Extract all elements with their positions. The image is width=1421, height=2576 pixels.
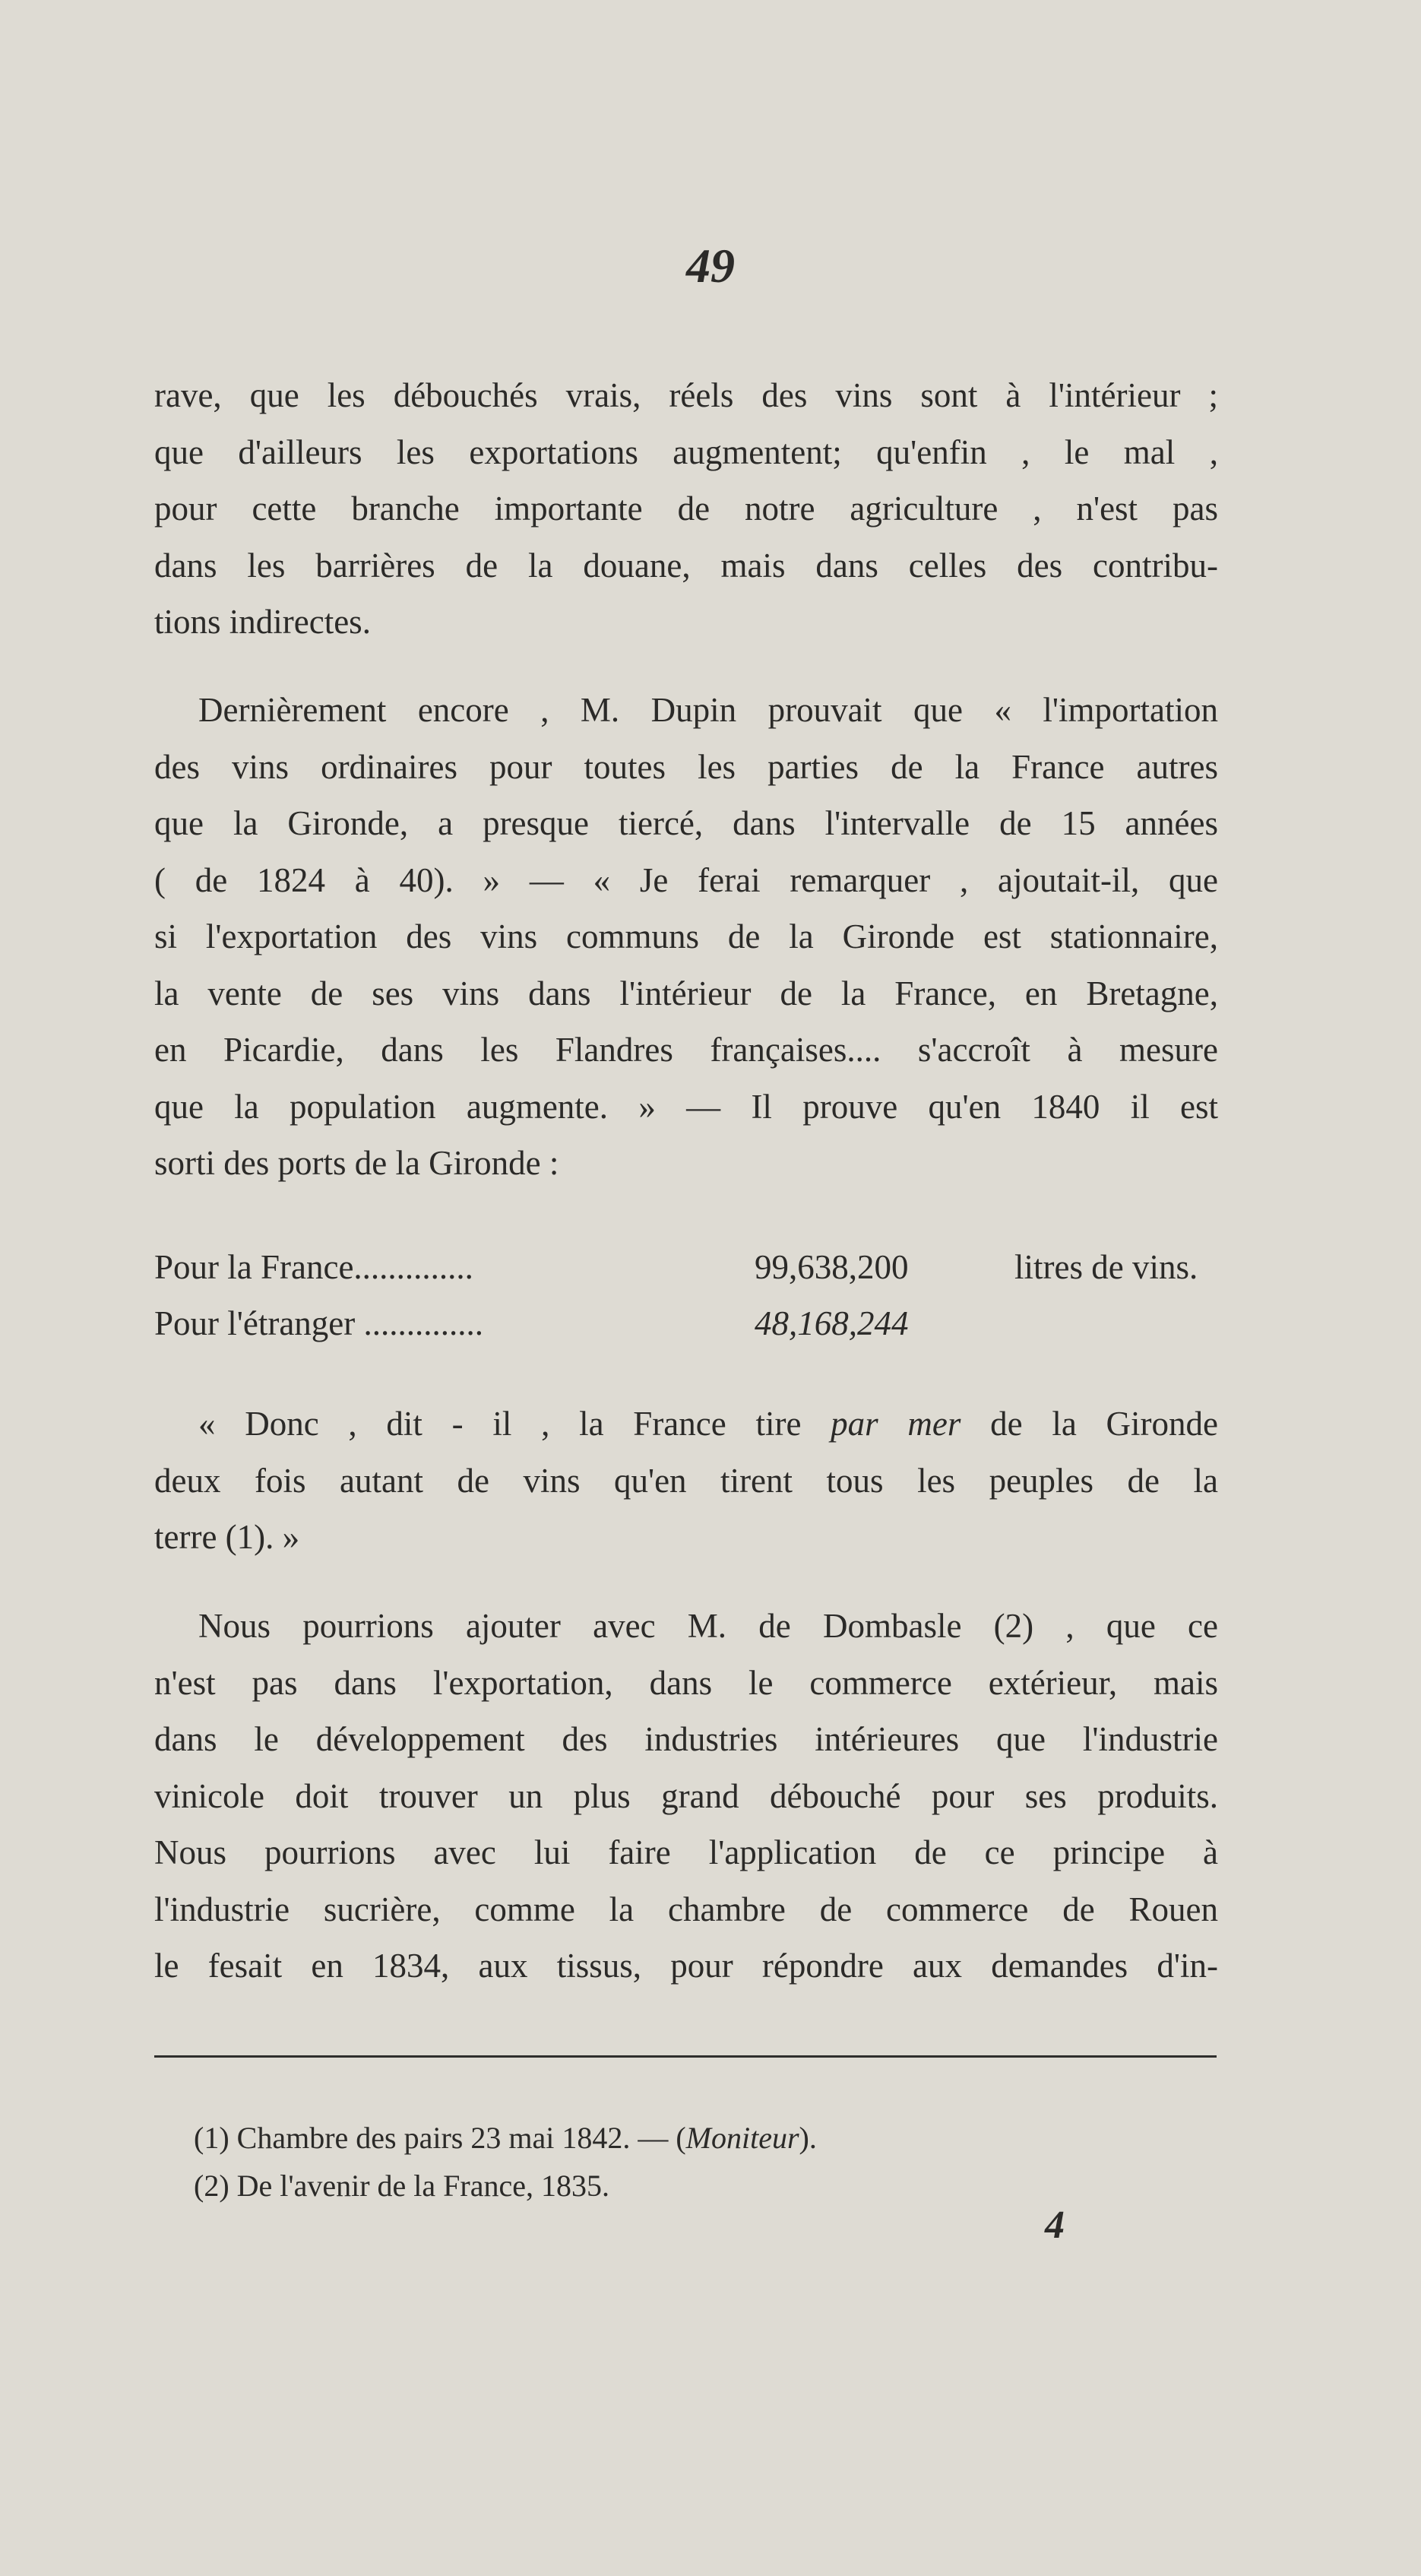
statistic-value: 48,168,244 <box>755 1304 909 1342</box>
statistic-row-france <box>154 1239 1218 1295</box>
paragraph-line: terre (1). » <box>154 1518 300 1556</box>
paragraph-2 <box>154 682 1218 1192</box>
footnote-text: ). <box>799 2121 817 2155</box>
footnote-2: (2) De l'avenir de la France, 1835. <box>194 2169 609 2203</box>
paragraph-4 <box>154 1598 1218 1995</box>
statistic-row-foreign <box>154 1295 1218 1351</box>
paragraph-line: pour cette branche importante de notre agriculture , n'est pas <box>154 490 1218 528</box>
paragraph-3 <box>154 1396 1218 1566</box>
paragraph-line: le fesait en 1834, aux tissus, pour répondre aux demandes d'in- <box>154 1947 1218 1985</box>
paragraph-line: deux fois autant de vins qu'en tirent tous les peuples de la <box>154 1461 1218 1500</box>
paragraph-line: que d'ailleurs les exportations augmentent; qu'enfin , le mal , <box>154 433 1218 471</box>
paragraph-line: dans les barrières de la douane, mais dans celles des contribu- <box>154 546 1218 585</box>
paragraph-line: Nous pourrions avec lui faire l'application de ce principe à <box>154 1833 1218 1871</box>
paragraph-line: Nous pourrions ajouter avec M. de Dombasle (2) , que ce <box>198 1607 1218 1645</box>
paragraph-line: dans le développement des industries intérieures que l'industrie <box>154 1720 1218 1758</box>
paragraph-line: ( de 1824 à 40). » — « Je ferai remarquer , ajoutait-il, que <box>154 860 1218 899</box>
paragraph-line: rave, que les débouchés vrais, réels des vins sont à l'intérieur ; <box>154 376 1218 414</box>
paragraph-line <box>154 1396 1218 1453</box>
quote-text: « Donc , dit - il , la France tire <box>198 1405 831 1443</box>
emphasis-text: par mer <box>831 1405 961 1443</box>
paragraph-line: la vente de ses vins dans l'intérieur de la France, en Bretagne, <box>154 974 1218 1012</box>
paragraph-line: vinicole doit trouver un plus grand débouché pour ses produits. <box>154 1776 1218 1815</box>
paragraph-line: que la population augmente. » — Il prouve qu'en 1840 il est <box>154 1087 1218 1126</box>
footnote-1 <box>194 2117 817 2159</box>
paragraph-line: si l'exportation des vins communs de la Gironde est stationnaire, <box>154 917 1218 955</box>
paragraph-line: en Picardie, dans les Flandres françaises.... s'accroît à mesure <box>154 1031 1218 1069</box>
paragraph-line: tions indirectes. <box>154 603 371 641</box>
paragraph-line: sorti des ports de la Gironde : <box>154 1144 559 1182</box>
paragraph-line: n'est pas dans l'exportation, dans le commerce extérieur, mais <box>154 1663 1218 1702</box>
paragraph-line: Dernièrement encore , M. Dupin prouvait que « l'importation <box>198 691 1218 729</box>
statistic-label: Pour la France.............. <box>154 1248 473 1286</box>
quote-text: de la Gironde <box>961 1405 1218 1443</box>
paragraph-1 <box>154 367 1218 651</box>
footnote-emphasis: Moniteur <box>685 2121 799 2155</box>
page-number: 49 <box>686 239 735 293</box>
statistic-label: Pour l'étranger .............. <box>154 1304 484 1342</box>
statistic-value: 99,638,200 <box>755 1248 909 1286</box>
footnote-text: (1) Chambre des pairs 23 mai 1842. — ( <box>194 2121 686 2155</box>
paragraph-line: que la Gironde, a presque tiercé, dans l'intervalle de 15 années <box>154 804 1218 842</box>
export-statistics <box>154 1239 1218 1351</box>
statistic-unit: litres de vins. <box>1014 1248 1198 1286</box>
signature-mark: 4 <box>1045 2204 1065 2247</box>
footnote-divider <box>154 2055 1217 2058</box>
paragraph-line: des vins ordinaires pour toutes les parties de la France autres <box>154 747 1218 786</box>
paragraph-line: l'industrie sucrière, comme la chambre de commerce de Rouen <box>154 1890 1218 1928</box>
